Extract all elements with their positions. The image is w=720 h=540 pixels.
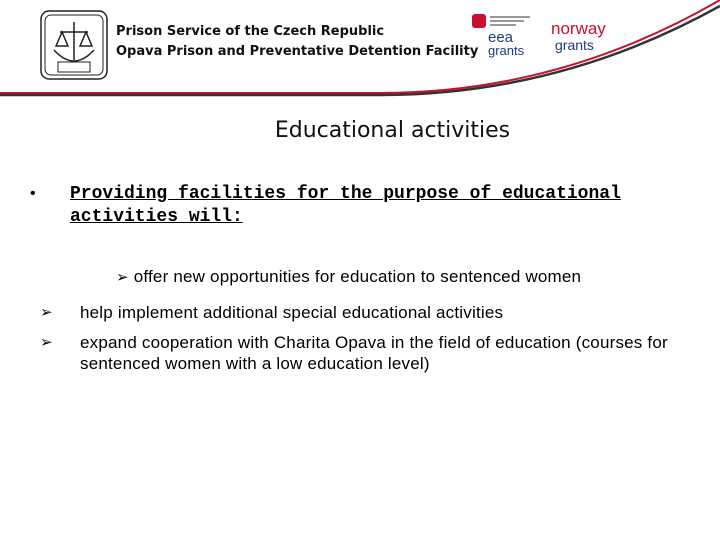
norway-grants-logo — [545, 12, 615, 58]
arrow-bullet-icon: ➢ — [40, 334, 53, 351]
page-title: Educational activities — [274, 118, 511, 143]
bullet-dot-icon: • — [30, 185, 36, 202]
arrow-bullet-icon: ➢ — [116, 269, 129, 286]
svg-text:grants: grants — [488, 43, 525, 58]
svg-text:eea: eea — [488, 29, 514, 46]
prison-service-emblem-icon — [40, 10, 108, 80]
list-item — [116, 266, 581, 288]
header-line-1: Prison Service of the Czech Republic — [116, 24, 385, 39]
list-item-text: expand cooperation with Charita Opava in the field of education (courses for sentenced women with a low education level) — [80, 333, 668, 373]
arrow-bullet-icon: ➢ — [40, 304, 53, 321]
list-item-text: offer new opportunities for education to sentenced women — [133, 267, 582, 286]
eea-grants-logo — [470, 12, 540, 58]
header-line-2: Opava Prison and Preventative Detention Facility — [116, 44, 479, 59]
svg-text:grants: grants — [555, 37, 594, 53]
svg-text:norway: norway — [551, 19, 606, 38]
main-bullet-text: Providing facilities for the purpose of educational activities will: — [70, 184, 621, 227]
list-item-text: help implement additional special educational activities — [80, 303, 504, 322]
header-title — [116, 22, 478, 62]
